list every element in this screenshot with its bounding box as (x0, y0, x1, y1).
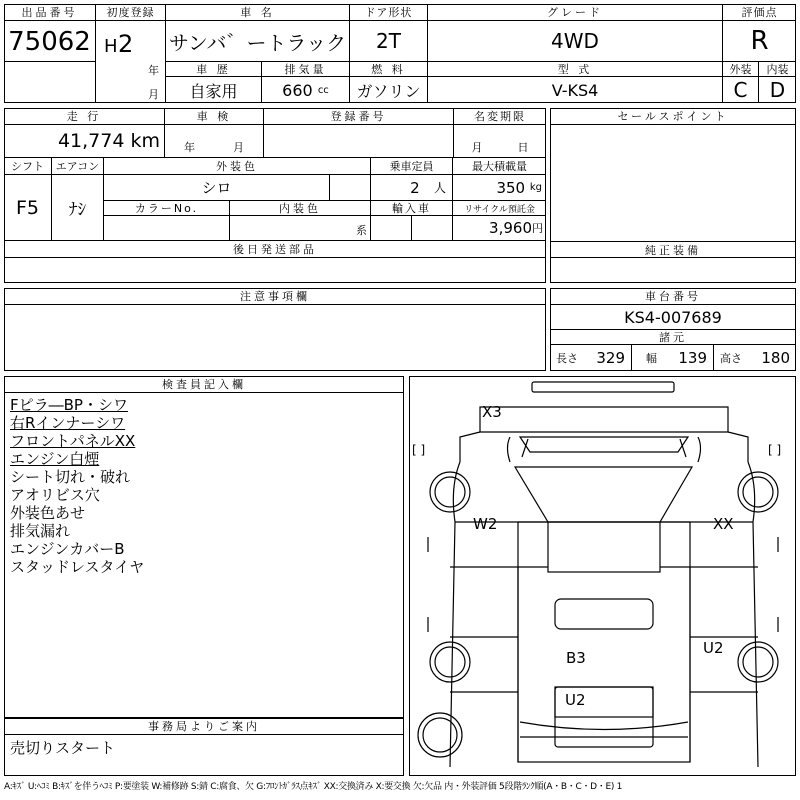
load-label: 最大積載量 (453, 158, 546, 175)
seats-label: 乗車定員 (371, 158, 453, 175)
history: 自家用 (166, 77, 262, 103)
inspection-year-unit: 年 (184, 141, 195, 154)
damage-mark-tail: U2 (565, 691, 586, 709)
mileage-value: 41,774 (57, 130, 125, 152)
fuel: ガソリン (350, 77, 428, 103)
nc-day-unit: 日 (517, 141, 529, 154)
chassis-number: KS4-007689 (550, 305, 796, 330)
ac: ﾅｼ (52, 175, 104, 241)
recycle-label: リサイクル預託金 (453, 201, 546, 216)
genuine-equipment-label: 純正装備 (550, 241, 796, 258)
recycle-unit: 円 (532, 222, 543, 235)
ac-label: エアコン (52, 158, 104, 175)
door-type: 2T (350, 21, 428, 62)
score: R (723, 21, 796, 62)
max-load (453, 175, 546, 201)
dims-label: 諸元 (550, 330, 796, 345)
name-change-label: 名変期限 (454, 108, 546, 125)
model-label: 型 式 (428, 62, 723, 77)
first-reg-label: 初度登録 (96, 4, 166, 21)
office-text: 売切りスタート (10, 739, 116, 757)
registration-label: 登録番号 (264, 108, 454, 125)
load-value: 350 (496, 178, 526, 197)
bracket-left: [ ] (412, 443, 426, 457)
lot-number: 75062 (4, 21, 96, 62)
inspector-label: 検査員記入欄 (4, 376, 404, 393)
year-unit: 年 (148, 64, 159, 77)
note-line: Fピラ―BP・シワ (10, 396, 128, 414)
caution-label: 注意事項欄 (4, 288, 546, 305)
height-value: 180 (761, 349, 790, 367)
later-parts-label: 後日発送部品 (4, 241, 546, 258)
nc-month-unit: 月 (471, 141, 483, 154)
interior-color-label: 内装色 (230, 201, 371, 216)
damage-mark-left: W2 (473, 515, 498, 533)
exterior-label: 外装 (723, 62, 759, 77)
height-label: 高さ (720, 352, 742, 365)
inspection-label: 車 検 (165, 108, 264, 125)
history-label: 車 歴 (166, 62, 262, 77)
damage-mark-front: X3 (482, 403, 502, 421)
note-line: 外装色あせ (10, 504, 86, 522)
office-label: 事務局よりご案内 (4, 718, 404, 735)
damage-mark-bed: B3 (566, 649, 586, 667)
dim-width (632, 345, 714, 371)
interior-color-unit: 系 (356, 224, 367, 237)
note-line: エンジンカバーB (10, 540, 125, 558)
note-line: 右Rインナーシワ (10, 414, 126, 432)
displacement (262, 77, 350, 103)
fuel-label: 燃 料 (350, 62, 428, 77)
grade-label: グレード (428, 4, 723, 21)
note-line: フロントパネルXX (10, 432, 136, 450)
damage-mark-right: XX (713, 515, 734, 533)
note-line: アオリビス穴 (10, 486, 100, 504)
import-label: 輸入車 (371, 201, 453, 216)
interior-color (230, 216, 371, 241)
note-line: スタッドレスタイヤ (10, 558, 145, 576)
shift: F5 (4, 175, 52, 241)
damage-mark-rear-right: U2 (703, 639, 724, 657)
name-change-date (454, 125, 546, 158)
era: H (104, 36, 118, 57)
exterior-grade: C (723, 77, 759, 103)
load-unit: kg (529, 182, 542, 193)
inspector-notes (10, 396, 144, 576)
door-label: ドア形状 (350, 4, 428, 21)
color-no-label: カラーNo. (104, 201, 230, 216)
car-diagram (409, 376, 796, 776)
seats (371, 175, 453, 201)
lot-empty (4, 62, 96, 103)
car-name-label: 車 名 (166, 4, 350, 21)
note-line: シート切れ・破れ (10, 468, 131, 486)
displacement-value: 660 (282, 80, 313, 100)
grade: 4WD (428, 21, 723, 62)
mileage-unit: km (130, 130, 160, 152)
registration-number (264, 125, 454, 158)
length-label: 長さ (556, 352, 578, 365)
dim-height (714, 345, 796, 371)
dim-length (550, 345, 632, 371)
chassis-label: 車台番号 (550, 288, 796, 305)
interior-grade: D (769, 78, 786, 102)
legend: A:ｷｽﾞ U:ﾍｺﾐ B:ｷｽﾞを伴うﾍｺﾐ P:要塗装 W:補修跡 S:錆 C:腐食、欠 G:ﾌﾛﾝﾄｶﾞﾗｽ点ｷｽﾞ XX:交換済み X:要交換 欠:欠品 内・外装評価 5段階ﾗﾝｸ順(A・B・C・D・E) 1 (4, 782, 623, 792)
width-label: 幅 (646, 352, 657, 365)
length-value: 329 (596, 349, 625, 367)
displacement-label: 排気量 (262, 62, 350, 77)
car-name: サンバ゛ートラック (166, 21, 350, 62)
recycle-fee (453, 216, 546, 241)
inspection-month-unit: 月 (233, 141, 244, 154)
import-a (371, 216, 412, 241)
interior-label: 内装 (759, 62, 796, 77)
car-diagram-svg (410, 377, 797, 777)
model-code: V-KS4 (428, 77, 723, 103)
color-label: 外装色 (104, 158, 371, 175)
mileage (4, 125, 165, 158)
color-no (104, 216, 230, 241)
displacement-unit: cc (317, 84, 329, 96)
width-value: 139 (678, 349, 707, 367)
recycle-value: 3,960 (489, 219, 532, 237)
mileage-label: 走 行 (4, 108, 165, 125)
color-extra (330, 175, 371, 201)
exterior-color: シロ (104, 175, 330, 201)
score-label: 評価点 (723, 4, 796, 21)
inspection-date (165, 125, 264, 158)
sales-point-label: セールスポイント (550, 108, 796, 125)
import-b (412, 216, 453, 241)
note-line: 排気漏れ (10, 522, 71, 540)
first-reg-year: 2 (118, 30, 134, 58)
seats-value: 2 (410, 178, 420, 197)
shift-label: シフト (4, 158, 52, 175)
bracket-right: [ ] (768, 443, 782, 457)
month-unit: 月 (148, 88, 159, 101)
seats-unit: 人 (433, 181, 446, 195)
lot-label: 出品番号 (4, 4, 96, 21)
note-line: エンジン白煙 (10, 450, 100, 468)
